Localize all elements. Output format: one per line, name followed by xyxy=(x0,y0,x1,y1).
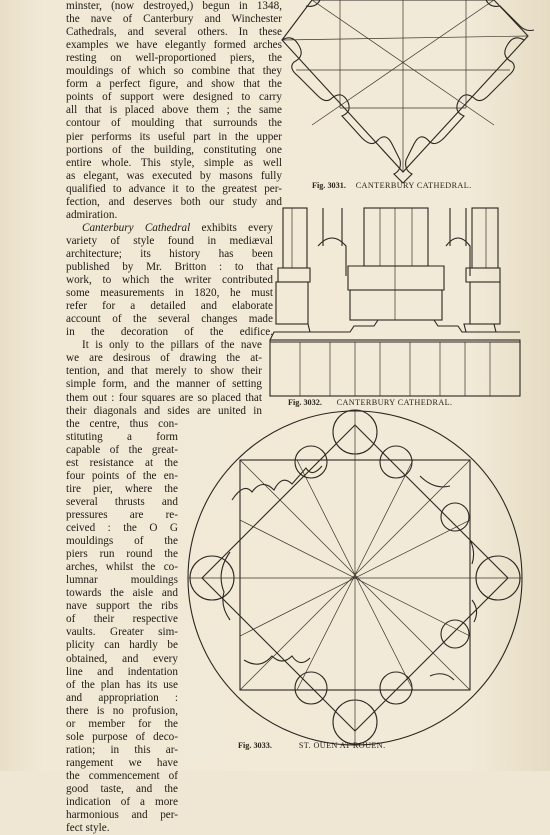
text-line: minster, (now destroyed,) begun in 1348, xyxy=(66,0,282,12)
text-line: all that is placed above them ; the same xyxy=(66,104,282,117)
text-line: work, to which the writer contributed xyxy=(66,274,273,287)
text-line: we are desirous of drawing the at- xyxy=(66,352,262,365)
text-line: as elegant, was executed by masons fully xyxy=(66,169,282,182)
text-line: arches, whilst the co- xyxy=(66,561,178,574)
text-line: capable of the great- xyxy=(66,443,178,456)
text-line: tention, and that merely to show their xyxy=(66,365,262,378)
text-line: mouldings of which so combine that they xyxy=(66,65,282,78)
text-line: four points of the en- xyxy=(66,469,178,482)
text-line: refer for a detailed and elaborate xyxy=(66,300,273,313)
text-line: the centre, thus con- xyxy=(66,417,178,430)
text-line: fect style. xyxy=(66,822,110,835)
text-line: ceived : the O G xyxy=(66,522,178,534)
text-line: pier performs its useful part in the upper xyxy=(66,130,282,143)
text-line: It is only to the pillars of the nave xyxy=(82,339,262,352)
text-line: fection, and deserves both our study and xyxy=(66,195,282,208)
text-line: some measurements in 1820, he must xyxy=(66,287,273,300)
fig-3032-title: CANTERBURY CATHEDRAL. xyxy=(336,398,453,407)
fig-3032-number: Fig. 3032. xyxy=(288,398,322,407)
text-line: harmonious and per- xyxy=(66,809,178,822)
text-line: simple form, and the manner of setting xyxy=(66,378,262,391)
text-line: mouldings of the xyxy=(66,535,178,548)
fig-3033-number: Fig. 3033. xyxy=(238,741,272,750)
text-line: line and indentation xyxy=(66,665,178,678)
text-line: the nave of Canterbury and Winchester xyxy=(66,13,282,26)
text-line: variety of style found in mediæval xyxy=(66,234,273,247)
text-line: examples we have elegantly formed arches xyxy=(66,39,282,52)
text-line: lumnar mouldings xyxy=(66,574,178,587)
text-line: good taste, and the xyxy=(66,783,178,795)
text-line: sole purpose of deco- xyxy=(66,730,178,743)
text-line: published by Mr. Britton : to that xyxy=(66,261,273,273)
text-line: Canterbury Cathedral exhibits every xyxy=(82,221,273,234)
text-line: account of the several changes made xyxy=(66,313,273,326)
fig-3033-title: ST. OUEN AT ROUEN. xyxy=(298,741,386,750)
text-line: form a perfect figure, and show that the xyxy=(66,78,282,91)
text-line: resting on well-proportioned piers, the xyxy=(66,52,282,65)
text-line: piers run round the xyxy=(66,548,178,561)
text-line: there is no profusion, xyxy=(66,704,178,717)
text-line: nave support the ribs xyxy=(66,600,178,613)
text-line: rangement we have xyxy=(66,756,178,769)
text-line: Cathedrals, and several others. In these xyxy=(66,26,282,39)
text-line: tire pier, where the xyxy=(66,482,178,495)
text-line: of the plan has its use xyxy=(66,678,178,691)
text-line: their diagonals and sides are united in xyxy=(66,404,262,417)
text-line: indication of a more xyxy=(66,796,178,809)
text-line: entire whole. This style, simple as well xyxy=(66,156,282,169)
fig-3031-number: Fig. 3031. xyxy=(312,181,346,190)
text-line: of their respective xyxy=(66,613,178,626)
text-line: contour of moulding that surrounds the xyxy=(66,117,282,130)
text-line: points of support were designed to carry xyxy=(66,91,282,104)
text-line: and appropriation : xyxy=(66,691,178,704)
text-line: architecture; its history has been xyxy=(66,247,273,260)
fig-3031-title: CANTERBURY CATHEDRAL. xyxy=(355,181,472,190)
fig-3033-caption xyxy=(238,741,386,751)
text-line: stituting a form xyxy=(66,430,178,443)
text-line: the commencement of xyxy=(66,769,178,782)
text-line: est resistance at the xyxy=(66,456,178,469)
text-line: vaults. Greater sim- xyxy=(66,626,178,639)
text-line: in the decoration of the edifice. xyxy=(66,326,273,339)
text-line: ration; in this ar- xyxy=(66,743,178,756)
text-line: qualified to advance it to the greatest per- xyxy=(66,182,282,195)
text-line: several thrusts and xyxy=(66,495,178,508)
text-line: pressures are re- xyxy=(66,508,178,521)
text-line: them out : four squares are so placed that xyxy=(66,391,262,404)
text-line: portions of the building, constituting one xyxy=(66,143,282,156)
text-line: admiration. xyxy=(66,208,118,221)
text-line: plicity can hardly be xyxy=(66,639,178,652)
text-line: towards the aisle and xyxy=(66,587,178,600)
text-line: or member for the xyxy=(66,717,178,730)
text-line: obtained, and every xyxy=(66,652,178,665)
